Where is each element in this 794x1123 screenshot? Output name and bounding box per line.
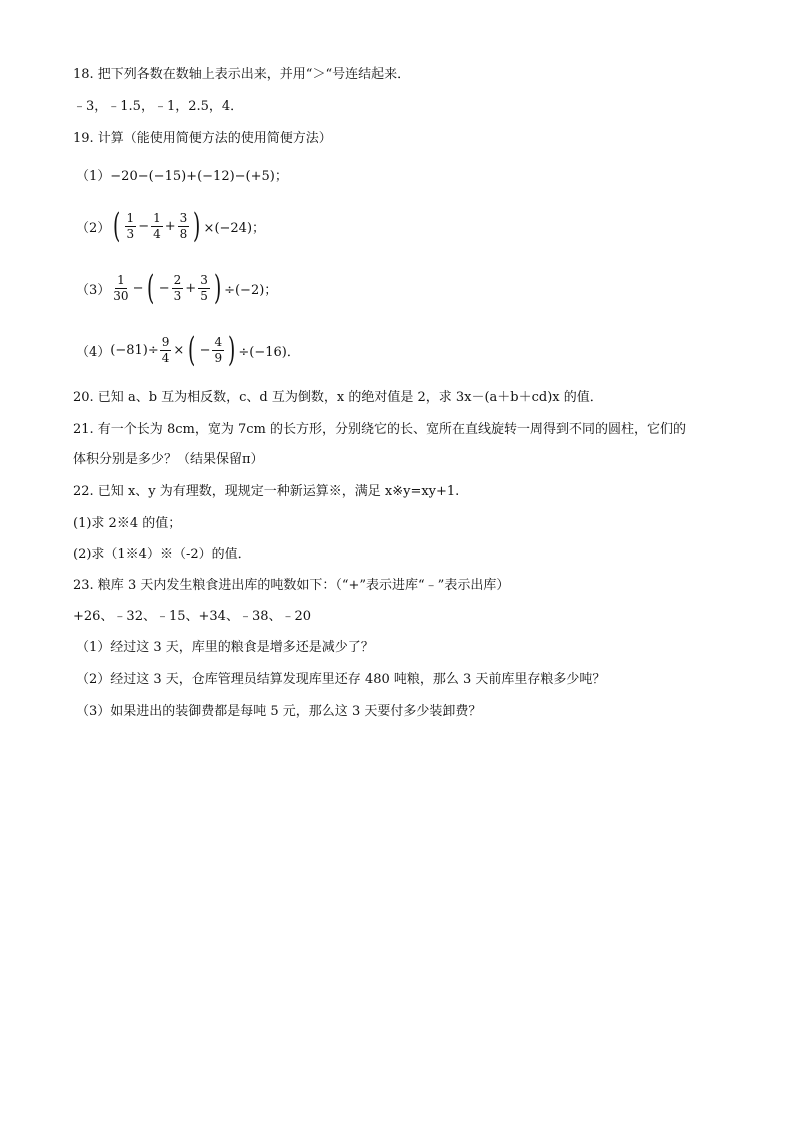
q19-title: 19. 计算（能使用简便方法的使用简便方法） bbox=[73, 131, 332, 146]
fraction bbox=[172, 273, 184, 304]
fraction bbox=[178, 211, 190, 242]
numerator: 1 bbox=[153, 210, 161, 225]
q23-part1: （1）经过这 3 天，库里的粮食是增多还是减少了？ bbox=[76, 640, 374, 655]
fraction bbox=[198, 273, 210, 304]
q19-part3-label: （3） bbox=[76, 282, 111, 298]
left-paren: ( bbox=[188, 330, 196, 370]
numerator: 1 bbox=[126, 210, 135, 225]
numerator: 3 bbox=[179, 210, 188, 225]
fraction bbox=[212, 335, 224, 366]
denominator: 30 bbox=[113, 288, 129, 303]
q19-part3-tail: ÷(−2)； bbox=[224, 282, 278, 298]
fraction bbox=[125, 211, 137, 242]
denominator: 4 bbox=[161, 350, 170, 365]
q18-title: 18. 把下列各数在数轴上表示出来，并用“＞“号连结起来． bbox=[73, 67, 411, 82]
fraction bbox=[111, 273, 130, 304]
left-paren: ( bbox=[147, 268, 155, 308]
fraction bbox=[160, 335, 172, 366]
left-paren: ( bbox=[113, 206, 121, 246]
q19-part1 bbox=[76, 164, 288, 184]
numerator: 9 bbox=[161, 334, 170, 349]
denominator: 3 bbox=[173, 288, 182, 303]
q19-part2-tail: ×(−24)； bbox=[203, 220, 266, 236]
q19-part4-head: (−81)÷ bbox=[110, 342, 159, 358]
q21-line2: 体积分别是多少？（结果保留π） bbox=[73, 452, 264, 467]
q23-part3: （3）如果进出的装御费都是每吨 5 元，那么这 3 天要付多少装卸费？ bbox=[76, 704, 482, 719]
q22-part1: (1)求 2※4 的值； bbox=[73, 516, 182, 531]
denominator: 9 bbox=[214, 350, 223, 365]
numerator: 1 bbox=[117, 272, 125, 287]
q23-data: +26、﹣32、﹣15、+34、﹣38、﹣20 bbox=[73, 609, 312, 624]
numerator: 3 bbox=[200, 272, 208, 287]
denominator: 5 bbox=[200, 288, 208, 303]
q22-part2: (2)求（1※4）※（-2）的值． bbox=[73, 547, 251, 562]
q19-part2-label: （2） bbox=[76, 220, 111, 236]
q19-part3 bbox=[76, 268, 277, 308]
fraction bbox=[151, 211, 163, 242]
plus-sign: + bbox=[185, 280, 197, 296]
denominator: 8 bbox=[179, 226, 188, 241]
q19-part1-label: （1） bbox=[76, 168, 111, 184]
q22-title: 22. 已知 x、y 为有理数，现规定一种新运算※，满足 x※y=xy+1. bbox=[73, 484, 460, 499]
minus-sign: − bbox=[158, 280, 170, 296]
minus-sign: − bbox=[199, 342, 211, 358]
q23-part2: （2）经过这 3 天，仓库管理员结算发现库里还存 480 吨粮，那么 3 天前库里存粮多少吨？ bbox=[76, 672, 606, 687]
q23-title: 23. 粮库 3 天内发生粮食进出库的吨数如下：（“+”表示进库“﹣”表示出库） bbox=[73, 578, 510, 593]
q19-part2 bbox=[76, 206, 265, 246]
numerator: 4 bbox=[214, 334, 223, 349]
minus-sign: − bbox=[132, 280, 144, 296]
right-paren: ) bbox=[228, 330, 236, 370]
right-paren: ) bbox=[193, 206, 201, 246]
denominator: 4 bbox=[153, 226, 161, 241]
denominator: 3 bbox=[126, 226, 135, 241]
q19-part4 bbox=[76, 330, 300, 370]
minus-sign: − bbox=[138, 218, 150, 234]
q21-line1: 21. 有一个长为 8cm，宽为 7cm 的长方形，分别绕它的长、宽所在直线旋转一周得到不同的圆柱，它们的 bbox=[73, 422, 686, 437]
q18-numbers: ﹣3，﹣1.5，﹣1，2.5，4． bbox=[73, 99, 244, 114]
right-paren: ) bbox=[213, 268, 222, 308]
q19-part1-expr: −20−(−15)+(−12)−(+5)； bbox=[110, 168, 288, 184]
plus-sign: + bbox=[164, 218, 176, 234]
times-sign: × bbox=[173, 342, 185, 358]
q19-part4-label: （4） bbox=[76, 344, 111, 360]
q20-text: 20. 已知 a、b 互为相反数，c、d 互为倒数，x 的绝对值是 2，求 3x－(a＋b＋cd)x 的值． bbox=[73, 390, 603, 405]
numerator: 2 bbox=[173, 272, 182, 287]
q19-part4-tail: ÷(−16)． bbox=[238, 344, 300, 360]
